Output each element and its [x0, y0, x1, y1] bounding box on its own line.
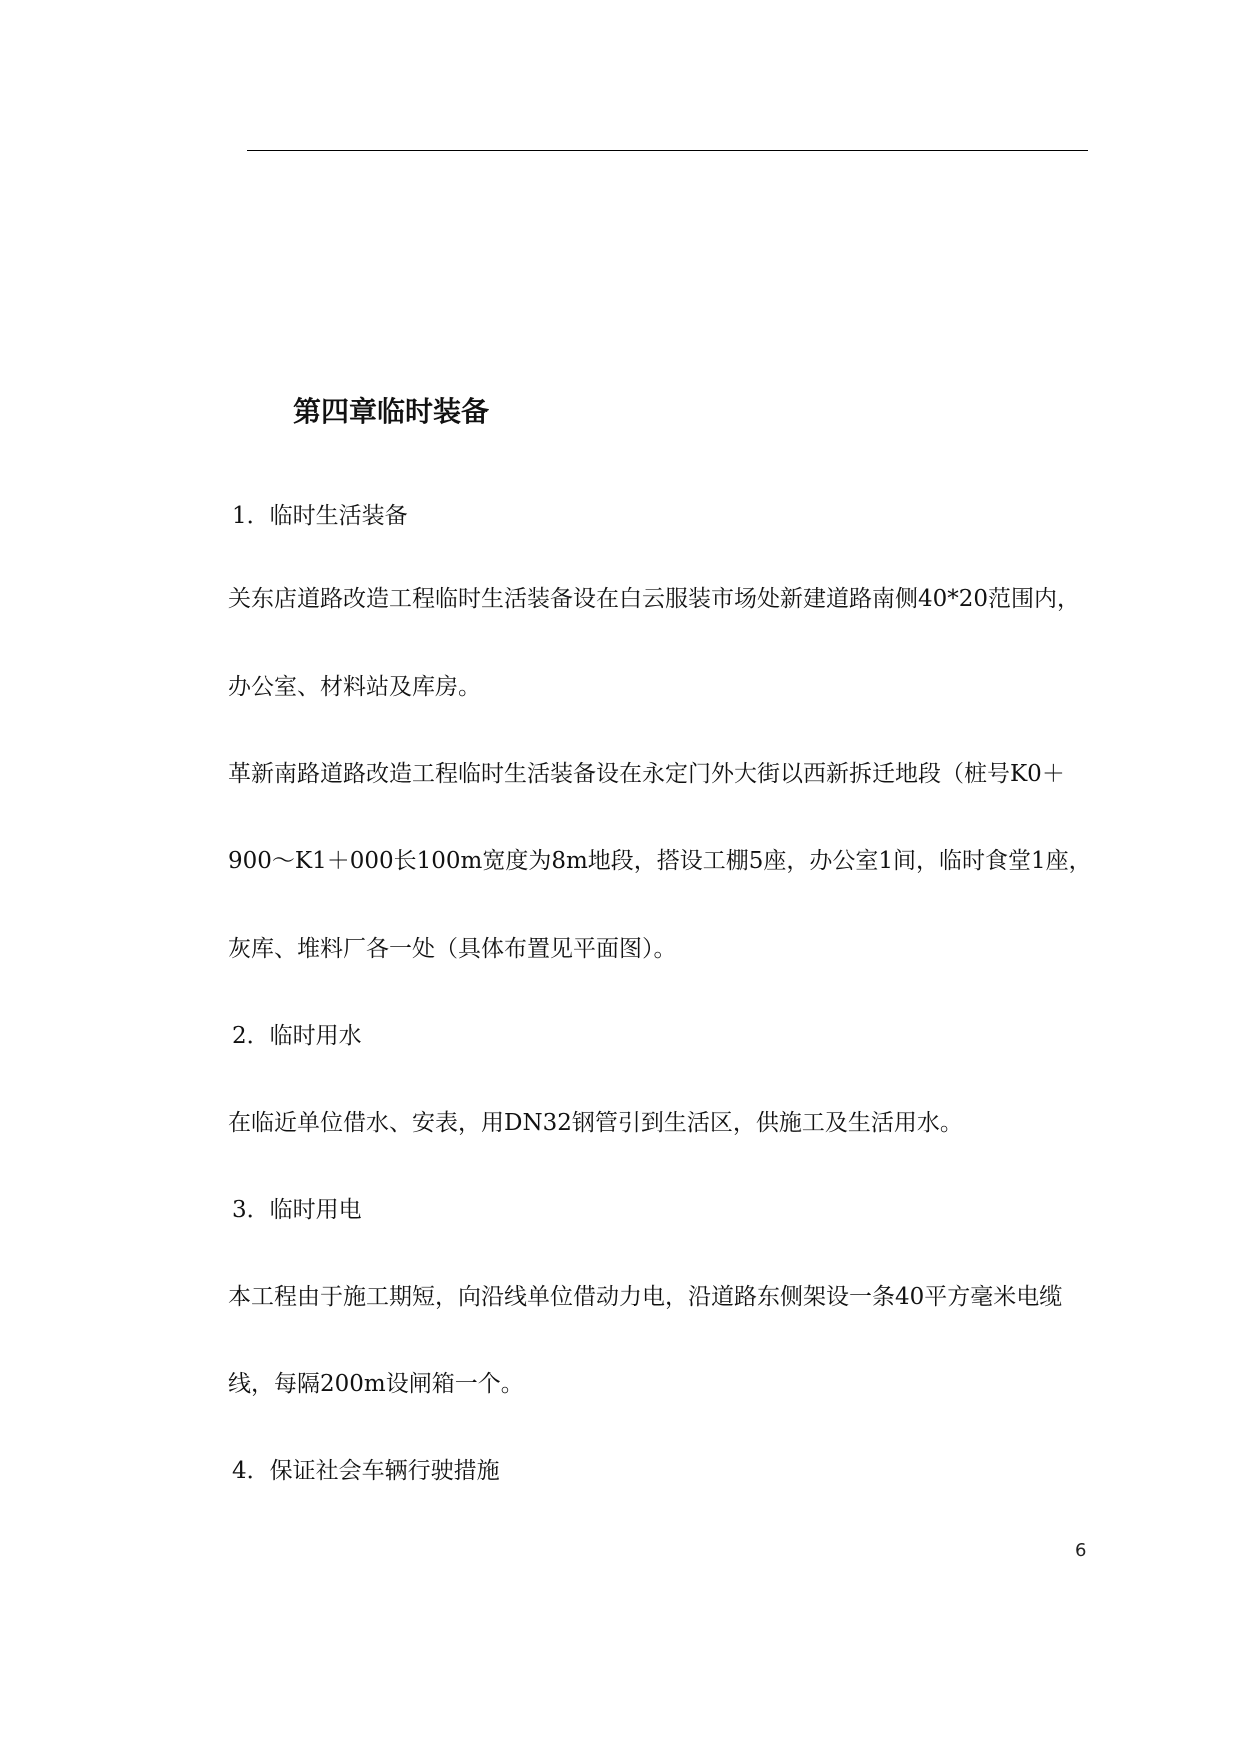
body-line-1: 关东店道路改造工程临时生活装备设在白云服装市场处新建道路南侧40*20范围内，	[228, 586, 1081, 612]
section-heading-2: 2．临时用水	[232, 1023, 362, 1049]
header-rule	[247, 150, 1088, 151]
body-line-4: 900～K1＋000长100m宽度为8m地段，搭设工棚5座，办公室1间，临时食堂1座，	[228, 848, 1092, 874]
section-heading-1: 1．临时生活装备	[232, 503, 408, 529]
body-line-6: 在临近单位借水、安表，用DN32钢管引到生活区，供施工及生活用水。	[228, 1110, 963, 1136]
section-heading-3: 3．临时用电	[232, 1197, 362, 1223]
body-line-8: 线，每隔200m设闸箱一个。	[228, 1371, 524, 1397]
section-heading-4: 4．保证社会车辆行驶措施	[232, 1458, 500, 1484]
body-line-5: 灰库、堆料厂各一处（具体布置见平面图）。	[228, 936, 677, 962]
page-number: 6	[1075, 1540, 1087, 1561]
body-line-3: 革新南路道路改造工程临时生活装备设在永定门外大街以西新拆迁地段（桩号K0＋	[228, 761, 1065, 787]
body-line-7: 本工程由于施工期短，向沿线单位借动力电，沿道路东侧架设一条40平方毫米电缆	[228, 1284, 1063, 1310]
chapter-title: 第四章临时装备	[293, 395, 490, 428]
body-line-2: 办公室、材料站及库房。	[228, 674, 481, 700]
